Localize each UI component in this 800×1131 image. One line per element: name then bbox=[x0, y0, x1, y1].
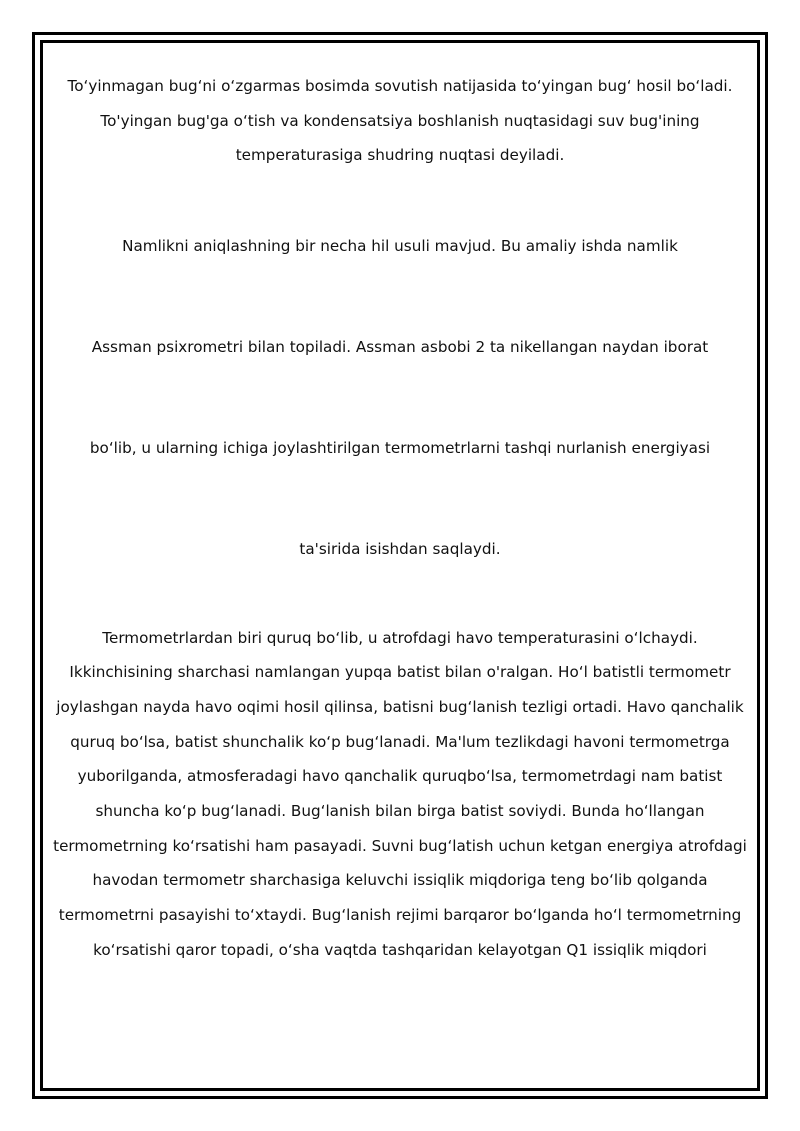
line-assman-psychrometer: Assman psixrometri bilan topiladi. Assman asbobi 2 ta nikellangan naydan iborat bbox=[91, 337, 709, 356]
line-humidity-methods: Namlikni aniqlashning bir necha hil usuli mavjud. Bu amaliy ishda namlik bbox=[122, 236, 678, 255]
document-body bbox=[53, 69, 747, 968]
page-border bbox=[32, 32, 768, 1099]
paragraph-saturated-vapor: To‘yinmagan bug‘ni o‘zgarmas bosimda sovutish natijasida to‘yingan bug‘ hosil bo‘ladi. To'yingan bug'ga o‘tish va kondensatsiya boshlanish nuqtasidagi suv bug'ining temperaturasiga shudring nuqtasi deyiladi. bbox=[67, 77, 733, 164]
paragraph-thermometers: Termometrlardan biri quruq bo‘lib, u atrofdagi havo temperaturasini o‘lchaydi. Ikkinchisining sharchasi namlangan yupqa batist bilan o'ralgan. Ho‘l batistli termometr joylashgan nayda havo oqimi hosil qilinsa, batisni bug‘lanish tezligi ortadi. Havo qanchalik quruq bo‘lsa, batist shunchalik ko‘p bug‘lanadi. Ma'lum tezlikdagi havoni termometrga yuborilganda, atmosferadagi havo qanchalik quruqbo‘lsa, termometrdagi nam batist shuncha ko‘p bug‘lanadi. Bug‘lanish bilan birga batist soviydi. Bunda ho‘llangan termometrning ko‘rsatishi ham pasayadi. Suvni bug‘latish uchun ketgan energiya atrofdagi havodan termometr sharchasiga keluvchi issiqlik miqdoriga teng bo‘lib qolganda termometrni pasayishi to‘xtaydi. Bug‘lanish rejimi barqaror bo‘lganda ho‘l termometrning ko‘rsatishi qaror topadi, o‘sha vaqtda tashqaridan kelayotgan Q1 issiqlik miqdori bbox=[53, 628, 747, 959]
line-thermometers-protection: bo‘lib, u ularning ichiga joylashtirilgan termometrlarni tashqi nurlanish energiyasi bbox=[89, 438, 711, 457]
line-heating-protection: ta'sirida isishdan saqlaydi. bbox=[299, 539, 501, 558]
